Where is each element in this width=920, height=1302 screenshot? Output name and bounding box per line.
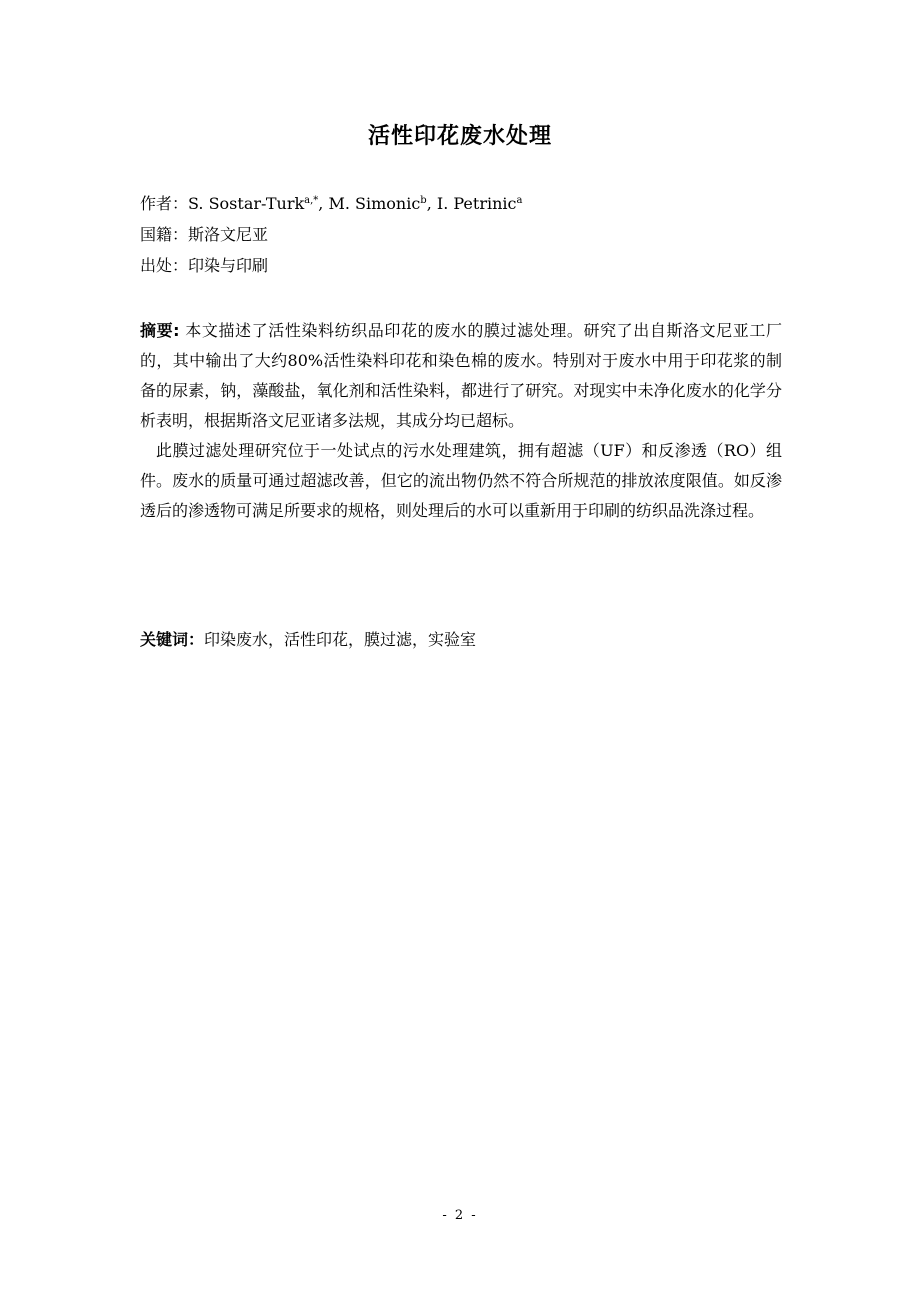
- author-affiliation: b: [420, 195, 427, 206]
- author-name: I. Petrinic: [436, 194, 517, 213]
- abstract-label: 摘要:: [140, 321, 180, 340]
- abstract-text: 本文描述了活性染料纺织品印花的废水的膜过滤处理。研究了出自斯洛文尼亚工厂的，其中输出了大约80%活性染料印花和染色棉的废水。特别对于废水中用于印花浆的制备的尿素，钠，藻酸盐，氧化剂和活性染料，都进行了研究。对现实中未净化废水的化学分析表明，根据斯洛文尼亚诸多法规，其成分均已超标。: [140, 321, 782, 430]
- source-value: 印染与印刷: [188, 256, 269, 275]
- page-number: - 2 -: [442, 1208, 478, 1223]
- nationality-label: 国籍：: [140, 225, 189, 244]
- keywords-line: [140, 625, 782, 655]
- author-affiliation: a,*: [304, 195, 319, 206]
- abstract-section: [140, 316, 782, 526]
- source-line: [140, 250, 800, 281]
- author-separator: ,: [426, 194, 437, 213]
- nationality-line: [140, 219, 800, 250]
- abstract-paragraph: [140, 316, 782, 436]
- article-meta: [140, 188, 800, 281]
- authors-line: [140, 188, 800, 219]
- abstract-paragraph: 此膜过滤处理研究位于一处试点的污水处理建筑，拥有超滤（UF）和反渗透（RO）组件。废水的质量可通过超滤改善，但它的流出物仍然不符合所规范的排放浓度限值。如反渗透后的渗透物可满足所要求的规格，则处理后的水可以重新用于印刷的纺织品洗涤过程。: [140, 441, 782, 520]
- author-name: S. Sostar-Turk: [188, 194, 305, 213]
- keywords-value: 印染废水，活性印花，膜过滤，实验室: [204, 630, 477, 649]
- source-label: 出处：: [140, 256, 189, 275]
- author-name: M. Simonic: [328, 194, 421, 213]
- nationality-value: 斯洛文尼亚: [188, 225, 269, 244]
- author-separator: ,: [318, 194, 329, 213]
- author-affiliation: a: [516, 195, 523, 206]
- page-title: 活性印花废水处理: [367, 124, 552, 149]
- keywords-label: 关键词：: [140, 630, 205, 649]
- authors-label: 作者：: [140, 194, 189, 213]
